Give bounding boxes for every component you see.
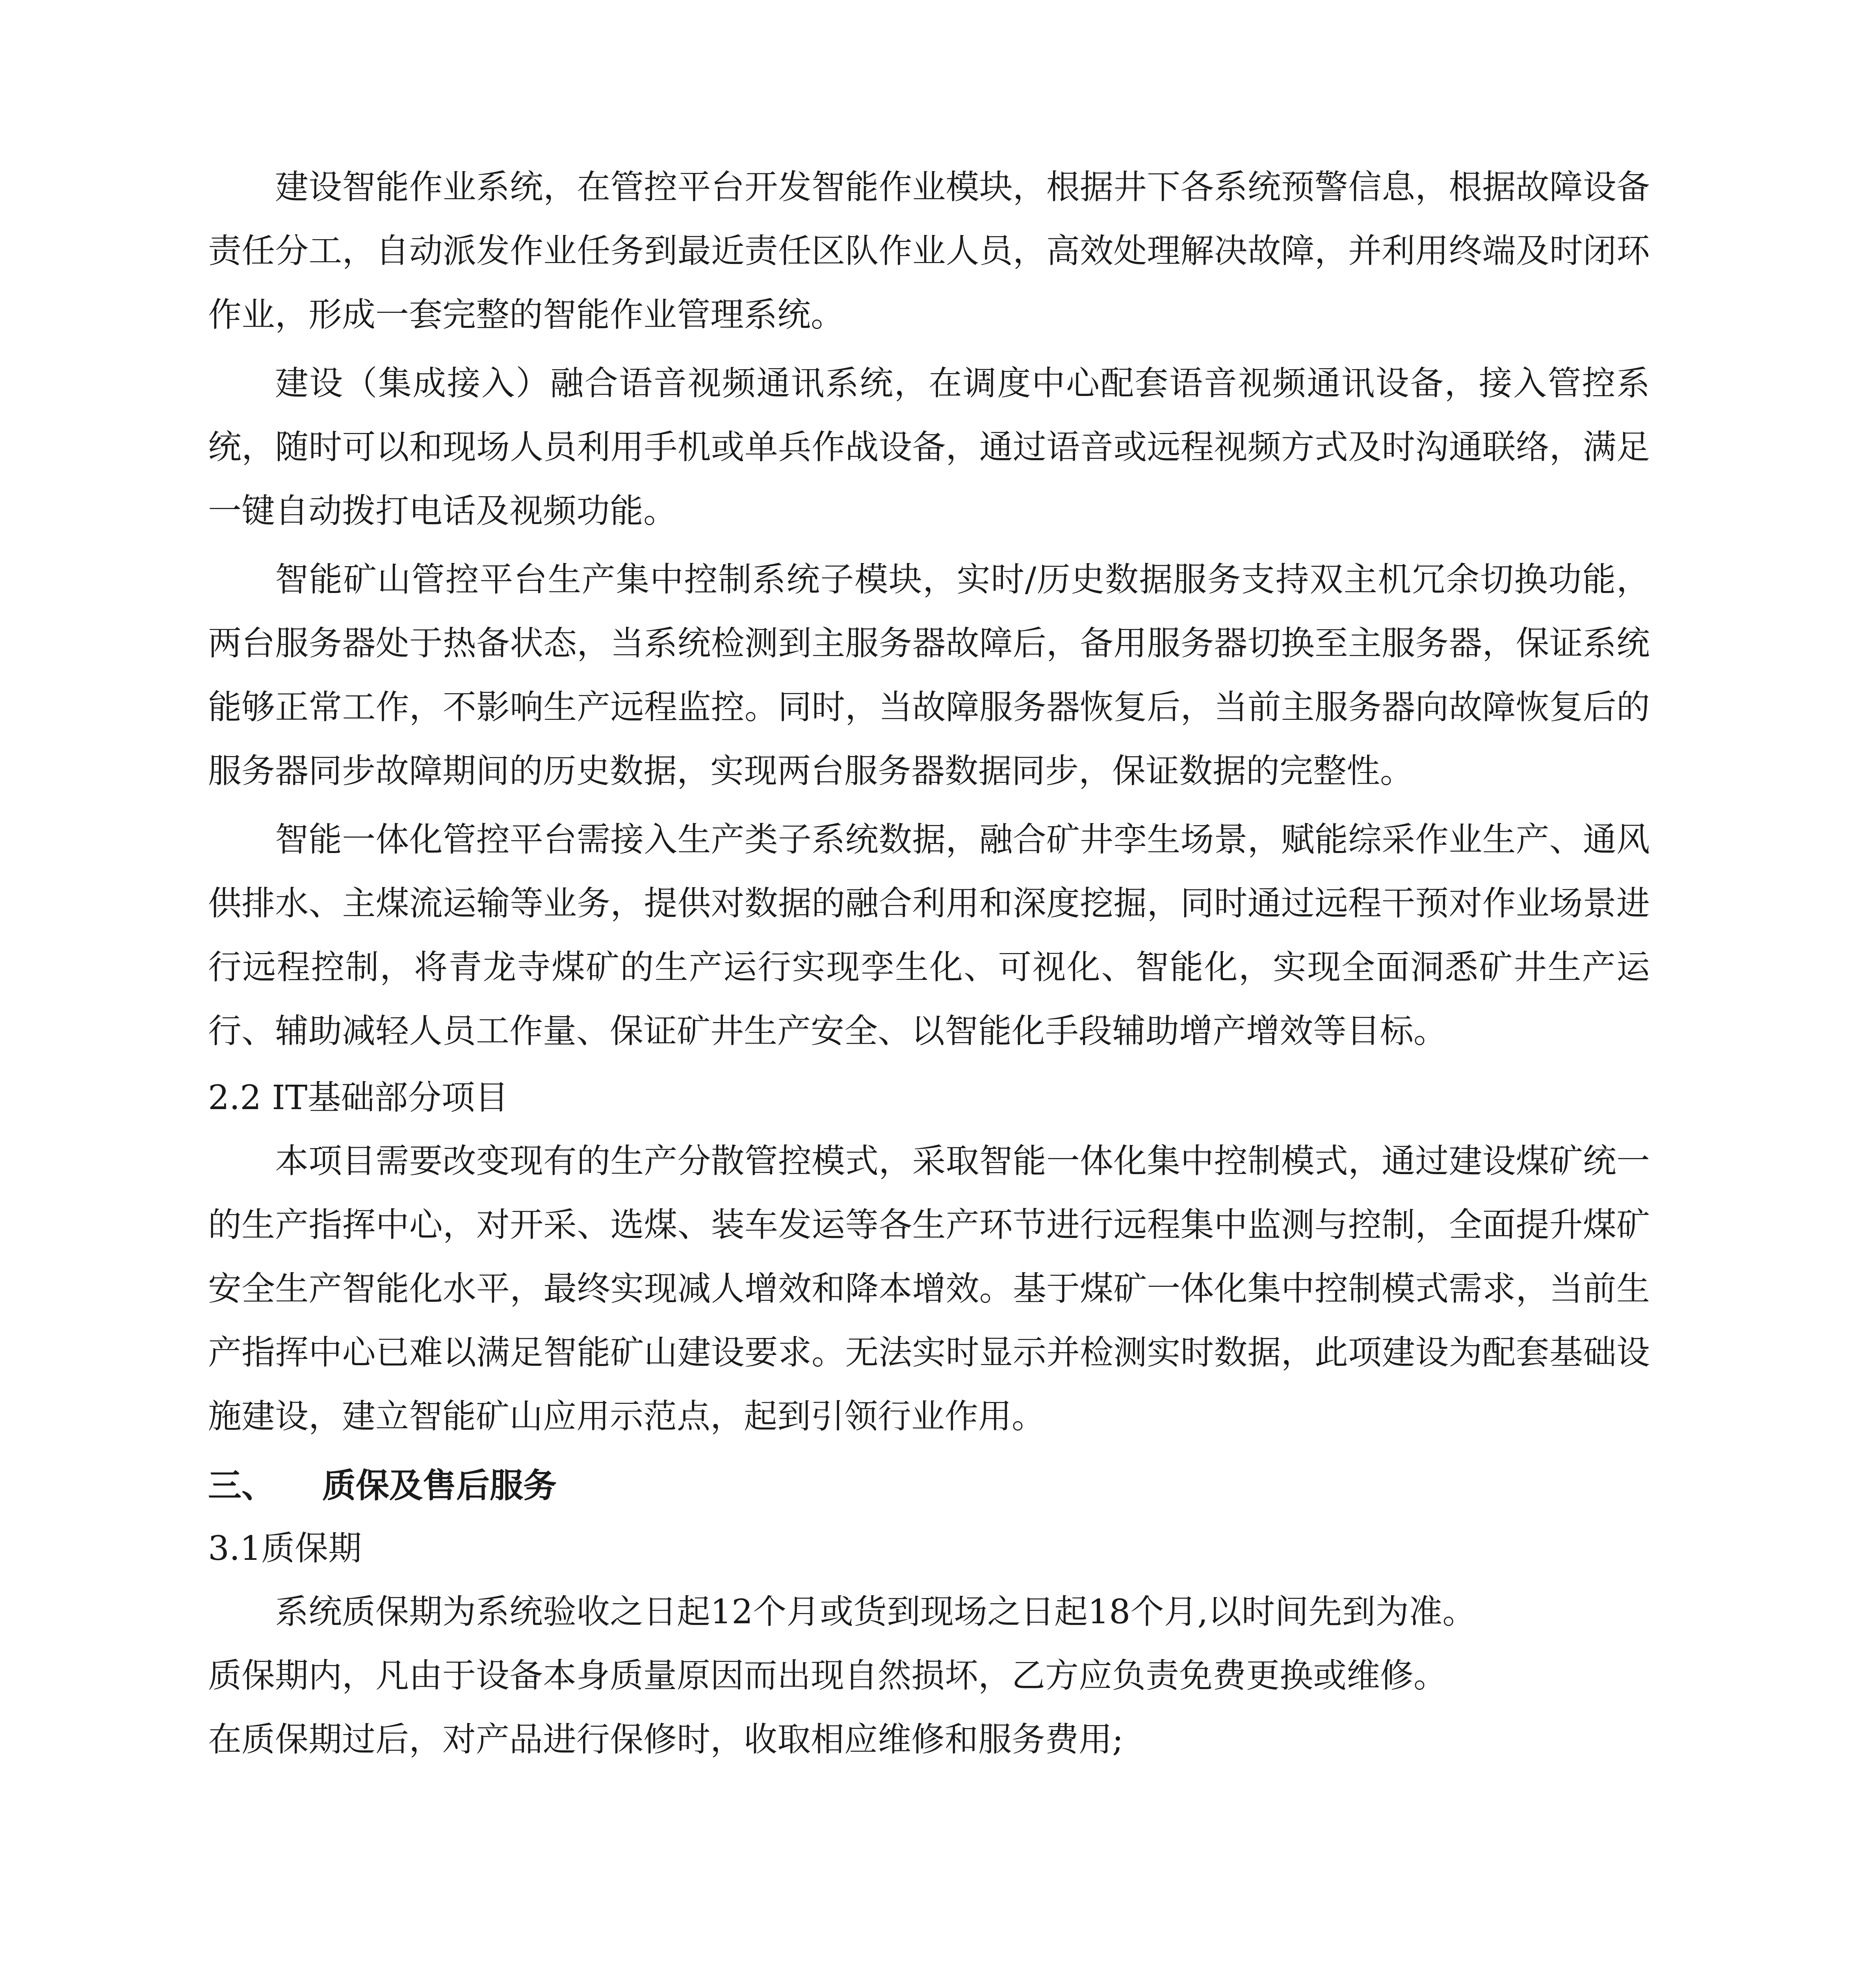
warranty-line-2: 质保期内，凡由于设备本身质量原因而出现自然损坏，乙方应负责免费更换或维修。 [208,1656,1447,1695]
warranty-line-1: 系统质保期为系统验收之日起12个月或货到现场之日起18个月,以时间先到为准。 [275,1593,1476,1632]
document-page [208,156,1650,1772]
paragraph-redundant-server-switching: 智能矿山管控平台生产集中控制系统子模块，实时/历史数据服务支持双主机冗余切换功能，两台服务器处于热备状态，当系统检测到主服务器故障后，备用服务器切换至主服务器，保证系统能够正常工作，不影响生产远程监控。同时，当故障服务器恢复后，当前主服务器向故障恢复后的服务器同步故障期间的历史数据，实现两台服务器数据同步，保证数据的完整性。 [208,560,1650,791]
paragraph-voice-video-communication: 建设（集成接入）融合语音视频通讯系统，在调度中心配套语音视频通讯设备，接入管控系统，随时可以和现场人员利用手机或单兵作战设备，通过语音或远程视频方式及时沟通联络，满足一键自动拨打电话及视频功能。 [208,364,1650,531]
warranty-line-3: 在质保期过后，对产品进行保修时，收取相应维修和服务费用; [208,1720,1124,1759]
paragraph-it-infrastructure: 本项目需要改变现有的生产分散管控模式，采取智能一体化集中控制模式，通过建设煤矿统一的生产指挥中心，对开采、选煤、装车发运等各生产环节进行远程集中监测与控制，全面提升煤矿安全生产智能化水平，最终实现减人增效和降本增效。基于煤矿一体化集中控制模式需求，当前生产指挥中心已难以满足智能矿山建设要求。无法实时显示并检测实时数据，此项建设为配套基础设施建设，建立智能矿山应用示范点，起到引领行业作用。 [208,1142,1650,1436]
section-number: 三、 [208,1466,275,1505]
section-heading-3-1: 3.1质保期 [208,1529,362,1568]
section-title: 质保及售后服务 [322,1466,557,1505]
section-heading-2-2: 2.2 IT基础部分项目 [208,1078,509,1117]
paragraph-smart-operation-system: 建设智能作业系统，在管控平台开发智能作业模块，根据井下各系统预警信息，根据故障设备责任分工，自动派发作业任务到最近责任区队作业人员，高效处理解决故障，并利用终端及时闭环作业，形成一套完整的智能作业管理系统。 [208,168,1650,335]
section-heading-3 [208,1454,1650,1517]
paragraph-integrated-control-platform: 智能一体化管控平台需接入生产类子系统数据，融合矿井孪生场景，赋能综采作业生产、通风供排水、主煤流运输等业务，提供对数据的融合利用和深度挖掘，同时通过远程干预对作业场景进行远程控制，将青龙寺煤矿的生产运行实现孪生化、可视化、智能化，实现全面洞悉矿井生产运行、辅助减轻人员工作量、保证矿井生产安全、以智能化手段辅助增产增效等目标。 [208,820,1650,1051]
